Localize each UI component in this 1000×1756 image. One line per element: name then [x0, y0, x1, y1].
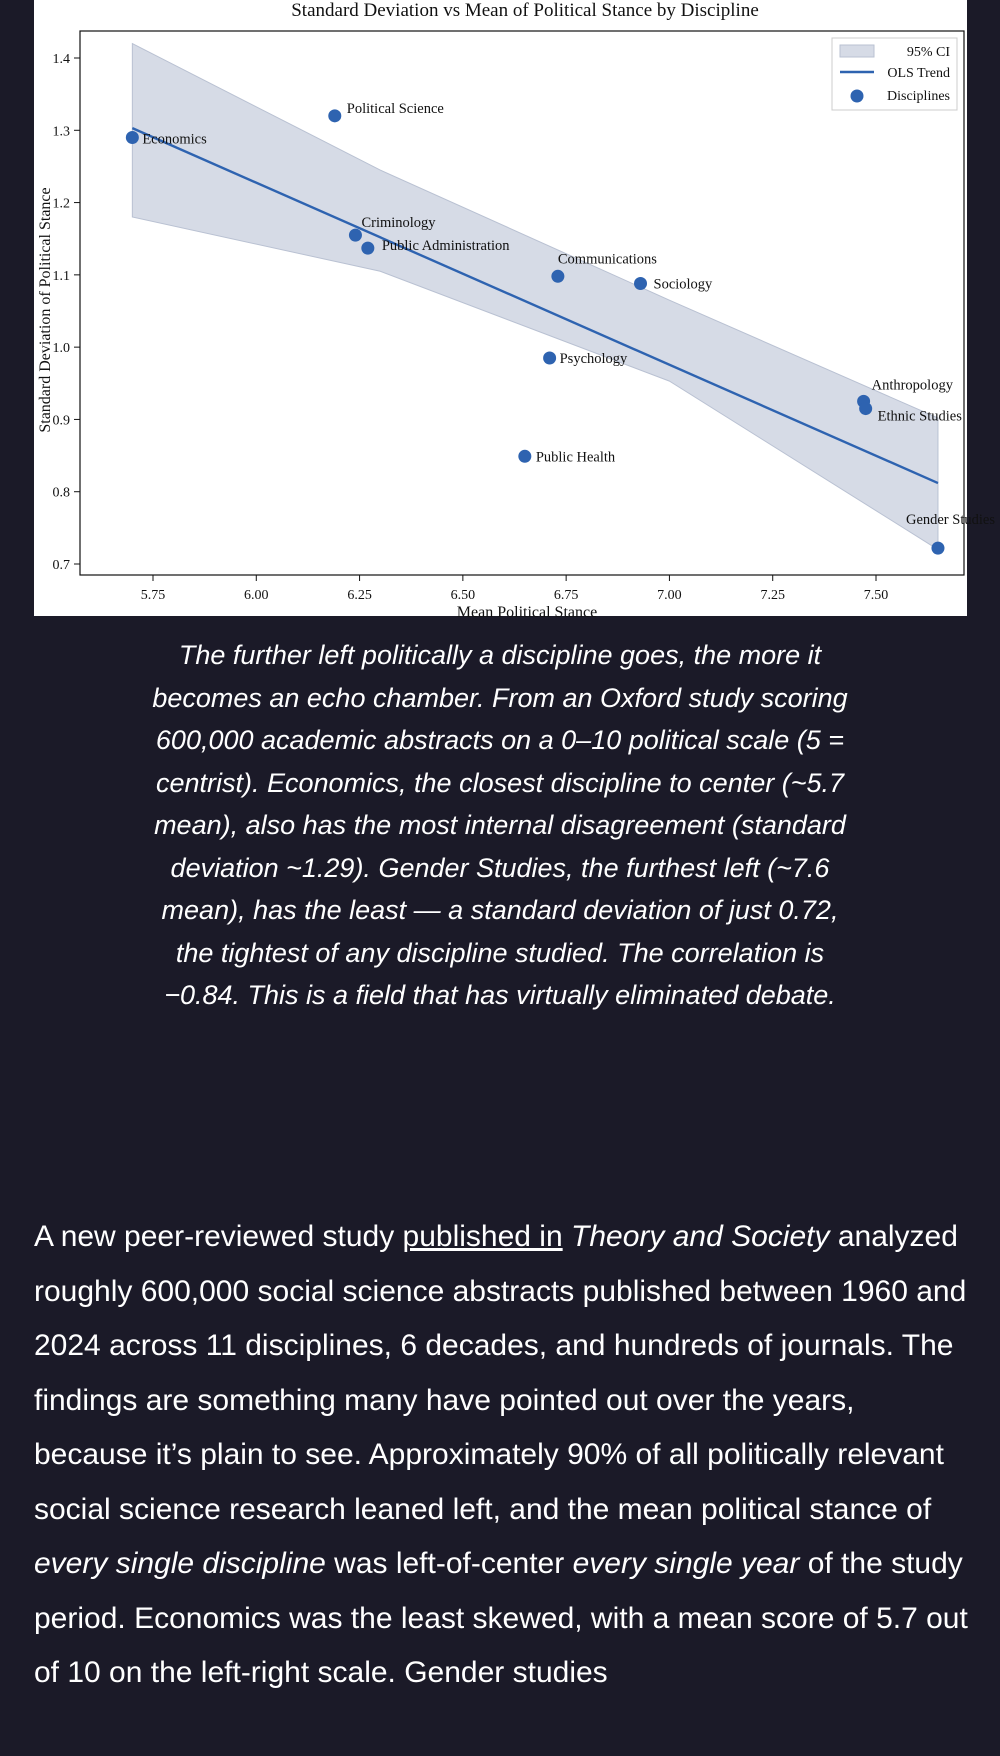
data-point	[361, 242, 374, 255]
article-text	[563, 1220, 571, 1253]
y-tick-label: 0.7	[52, 558, 70, 573]
chart-caption: The further left politically a discipline goes, the more it becomes an echo chamber. From an Oxford study scoring 600,000 academic abstracts on a 0–10 political scale (5 = centrist). Economics, the closest discipline to center (~5.7 mean), also has the most internal disagreement (standard deviation ~1.29). Gender Studies, the furthest left (~7.6 mean), has the least — a standard deviation of just 0.72, the tightest of any discipline studied. The correlation is −0.84. This is a field that has virtually eliminated debate.	[152, 640, 848, 1010]
article-body	[34, 1210, 974, 1701]
x-tick-label: 5.75	[140, 588, 166, 603]
y-tick-label: 1.2	[52, 196, 70, 212]
data-point	[551, 270, 564, 283]
y-tick-label: 1.1	[52, 268, 70, 284]
legend-ci-swatch	[840, 45, 874, 57]
point-label: Gender Studies	[905, 512, 995, 529]
data-point	[931, 542, 944, 555]
point-label: Psychology	[559, 350, 628, 367]
emphasis-text: every single year	[572, 1547, 800, 1580]
data-point	[328, 109, 341, 122]
point-label: Sociology	[653, 276, 713, 293]
x-tick-label: 7.00	[657, 588, 682, 603]
x-tick-label: 6.00	[244, 588, 269, 603]
data-point	[126, 131, 139, 144]
data-point	[634, 277, 647, 290]
legend-point-swatch	[851, 90, 864, 103]
x-axis-label: Mean Political Stance	[456, 604, 598, 621]
point-label: Public Health	[535, 449, 616, 466]
emphasis-text: every single discipline	[34, 1547, 326, 1580]
x-tick-label: 6.75	[553, 588, 579, 603]
data-point	[349, 229, 362, 242]
ols-trend-line	[132, 128, 938, 483]
scatter-chart	[34, 0, 995, 621]
article-text: of the study period. Economics was the least skewed, with a mean score of 5.7 out of 10 on the left-right scale. Gender studies	[34, 1547, 968, 1689]
data-point	[518, 450, 531, 463]
data-point	[543, 351, 556, 364]
y-axis-label: Standard Deviation of Political Stance	[37, 187, 54, 433]
journal-name: Theory and Society	[571, 1220, 830, 1253]
article-text: A new peer-reviewed study	[34, 1220, 403, 1253]
legend-entry: Disciplines	[887, 89, 950, 104]
x-tick-label: 6.25	[347, 588, 372, 603]
chart-title: Standard Deviation vs Mean of Political Stance by Discipline	[291, 0, 759, 21]
data-point	[859, 402, 872, 415]
y-tick-label: 1.4	[52, 52, 70, 67]
chart-panel	[34, 0, 995, 621]
article-paragraph	[34, 1210, 974, 1701]
point-label: Public Administration	[381, 238, 510, 255]
point-label: Political Science	[346, 100, 444, 117]
legend-entry: OLS Trend	[887, 66, 950, 81]
point-label: Anthropology	[871, 377, 953, 394]
published-in-link[interactable]: published in	[402, 1220, 563, 1253]
article-text: was left-of-center	[325, 1547, 573, 1580]
legend-entry: 95% CI	[906, 45, 950, 60]
y-tick-label: 0.8	[52, 485, 70, 501]
y-tick-label: 1.3	[52, 124, 70, 140]
x-tick-label: 6.50	[450, 588, 476, 603]
point-label: Criminology	[361, 215, 436, 232]
x-tick-label: 7.25	[760, 588, 785, 603]
point-label: Economics	[142, 131, 207, 148]
y-tick-label: 1.0	[52, 341, 70, 357]
point-label: Ethnic Studies	[877, 408, 962, 425]
ci-band	[132, 44, 938, 550]
x-tick-label: 7.50	[863, 588, 889, 603]
y-tick-label: 0.9	[52, 413, 70, 429]
article-text: analyzed roughly 600,000 social science abstracts published between 1960 and 2024 across 11 disciplines, 6 decades, and hundreds of journals. The findings are something many have pointed out over the years, because it’s plain to see. Approximately 90% of all politically relevant social science research leaned left, and the mean political stance of	[34, 1220, 967, 1526]
point-label: Communications	[557, 251, 657, 268]
